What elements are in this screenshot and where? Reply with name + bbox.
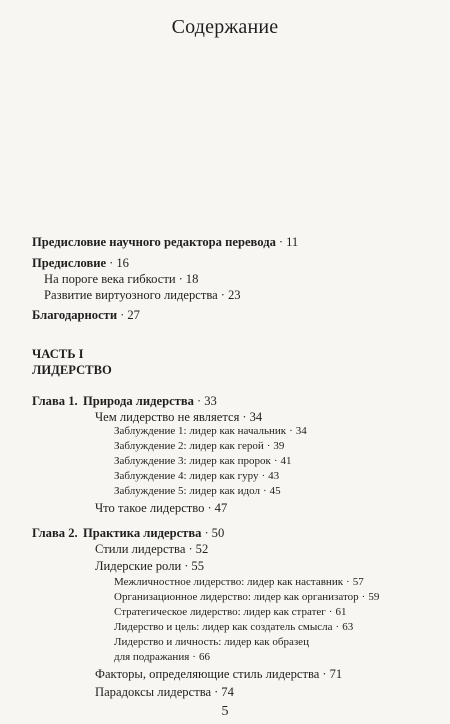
toc-subsubentry: Лидерство и цель: лидер как создатель смысла · 63 — [114, 621, 354, 633]
chapter-1-title: Природа лидерства · 33 — [83, 394, 217, 408]
toc-subentry: Развитие виртуозного лидерства · 23 — [44, 288, 241, 302]
toc-subentry: Факторы, определяющие стиль лидерства · 71 — [95, 667, 343, 681]
entry-page: 71 — [329, 667, 343, 681]
entry-text: Природа лидерства — [83, 394, 194, 408]
chapter-2-title: Практика лидерства · 50 — [83, 526, 225, 540]
part-name: ЛИДЕРСТВО — [32, 363, 112, 377]
entry-text: Развитие виртуозного лидерства — [44, 288, 218, 302]
toc-entry-preface: Предисловие · 16 — [32, 256, 129, 270]
toc-subsubentry: Заблуждение 5: лидер как идол · 45 — [114, 485, 281, 497]
page-title: Содержание — [171, 16, 279, 38]
toc-subsubentry: Межличностное лидерство: лидер как наставник · 57 — [114, 576, 364, 588]
entry-text: Что такое лидерство — [95, 501, 205, 515]
entry-page: 52 — [195, 542, 209, 556]
entry-page: 41 — [280, 455, 292, 467]
entry-text: Заблуждение 2: лидер как герой — [114, 440, 264, 452]
entry-page: 11 — [286, 235, 299, 249]
toc-subsubentry: Заблуждение 3: лидер как пророк · 41 — [114, 455, 292, 467]
entry-text: Парадоксы лидерства — [95, 685, 212, 699]
toc-subentry: Что такое лидерство · 47 — [95, 501, 228, 515]
entry-page: 66 — [198, 651, 210, 663]
toc-subentry: На пороге века гибкости · 18 — [44, 272, 199, 286]
toc-subsubentry — [114, 635, 309, 649]
entry-text: Лидерство и личность: лидер как образец — [114, 636, 309, 648]
entry-page: 33 — [204, 394, 217, 408]
entry-page: 34 — [249, 410, 263, 424]
part-label: ЧАСТЬ I — [32, 347, 84, 361]
entry-text: Межличностное лидерство: лидер как наставник — [114, 576, 344, 588]
entry-text: Лидерство и цель: лидер как создатель смысла — [114, 621, 333, 633]
entry-page: 59 — [368, 591, 380, 603]
toc-entry-editor-foreword: Предисловие научного редактора перевода · 11 — [32, 235, 299, 249]
entry-page: 74 — [221, 685, 234, 699]
entry-text: Заблуждение 5: лидер как идол — [114, 485, 260, 497]
entry-text: Практика лидерства — [83, 526, 202, 540]
entry-page: 27 — [127, 308, 140, 322]
entry-page: 18 — [185, 272, 199, 286]
toc-subentry: Чем лидерство не является · 34 — [95, 410, 263, 424]
entry-page: 47 — [214, 501, 228, 515]
entry-text: Заблуждение 1: лидер как начальник — [114, 425, 287, 437]
entry-text: Стратегическое лидерство: лидер как стратег — [114, 606, 326, 618]
page-number: 5 — [221, 704, 229, 719]
entry-text: На пороге века гибкости — [44, 272, 176, 286]
toc-subsubentry: Стратегическое лидерство: лидер как стратег · 61 — [114, 606, 347, 618]
entry-text: Факторы, определяющие стиль лидерства — [95, 667, 320, 681]
entry-text: Предисловие — [32, 256, 107, 270]
toc-subentry: Лидерские роли · 55 — [95, 559, 205, 573]
toc-entry-thanks: Благодарности · 27 — [32, 308, 140, 322]
entry-text: Чем лидерство не является — [95, 410, 240, 424]
toc-subentry: Парадоксы лидерства · 74 — [95, 685, 234, 699]
entry-page: 45 — [269, 485, 281, 497]
toc-subsubentry: Заблуждение 1: лидер как начальник · 34 — [114, 425, 307, 437]
entry-page: 43 — [268, 470, 280, 482]
entry-text: для подражания — [114, 651, 190, 663]
entry-text: Заблуждение 4: лидер как гуру — [114, 470, 259, 482]
entry-page: 61 — [335, 606, 347, 618]
entry-page: 50 — [211, 526, 225, 540]
chapter-1-label: Глава 1. — [32, 394, 78, 408]
entry-page: 34 — [295, 425, 307, 437]
entry-text: Заблуждение 3: лидер как пророк — [114, 455, 271, 467]
entry-text: Предисловие научного редактора перевода — [32, 235, 276, 249]
entry-text: Организационное лидерство: лидер как организатор — [114, 591, 359, 603]
toc-subsubentry: Заблуждение 2: лидер как герой · 39 — [114, 440, 285, 452]
entry-page: 57 — [352, 576, 364, 588]
chapter-2-label: Глава 2. — [32, 526, 78, 540]
toc-subsubentry-continuation: для подражания · 66 — [114, 651, 210, 663]
toc-subentry: Стили лидерства · 52 — [95, 542, 209, 556]
toc-subsubentry: Организационное лидерство: лидер как организатор · 59 — [114, 591, 380, 603]
entry-page: 55 — [191, 559, 205, 573]
toc-subsubentry: Заблуждение 4: лидер как гуру · 43 — [114, 470, 280, 482]
entry-text: Лидерские роли — [95, 559, 182, 573]
entry-page: 16 — [116, 256, 129, 270]
entry-page: 23 — [227, 288, 241, 302]
entry-text: Благодарности — [32, 308, 118, 322]
entry-page: 63 — [342, 621, 354, 633]
entry-page: 39 — [273, 440, 285, 452]
entry-text: Стили лидерства — [95, 542, 186, 556]
